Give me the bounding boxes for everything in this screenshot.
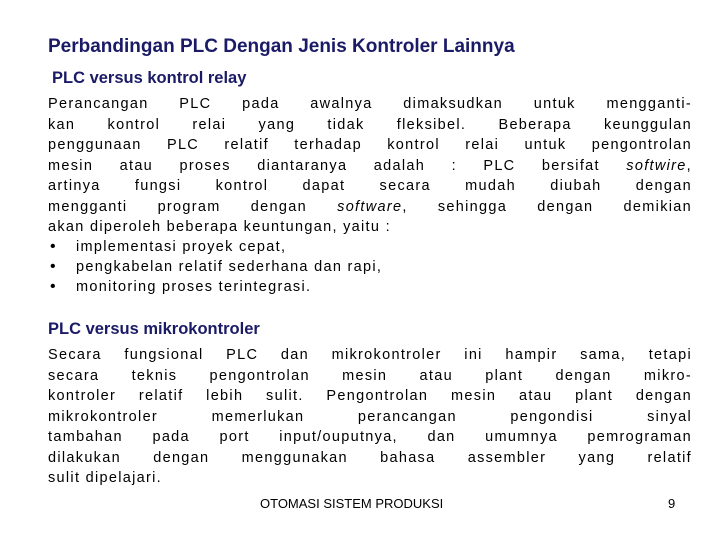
paragraph-line (48, 156, 692, 177)
paragraph-line: kan kontrol relai yang tidak fleksibel. Beberapa keunggulan (48, 116, 692, 133)
paragraph-line: sulit dipelajari. (48, 470, 162, 486)
paragraph-line: dilakukan dengan menggunakan bahasa assembler yang relatif (48, 449, 692, 466)
line-text: , sehingga dengan demikian (402, 198, 692, 215)
relay-paragraph (48, 94, 692, 238)
paragraph-line: penggunaan PLC relatif terhadap kontrol relai untuk pengontrolan (48, 137, 692, 153)
page-number: 9 (668, 496, 676, 511)
section-heading-microcontroller: PLC versus mikrokontroler (48, 320, 260, 338)
line-text: mesin atau proses diantaranya adalah : PLC bersifat (48, 157, 627, 174)
paragraph-line (48, 197, 692, 218)
footer-label: OTOMASI SISTEM PRODUKSI (260, 496, 444, 511)
paragraph-line: Perancangan PLC pada awalnya dimaksudkan untuk mengganti- (48, 96, 692, 112)
paragraph-line: Secara fungsional PLC dan mikrokontroler ini hampir sama, tetapi (48, 347, 692, 363)
list-item: • implementasi proyek cepat, (48, 237, 382, 257)
software-term: software (337, 198, 403, 215)
line-text: , (686, 157, 692, 174)
list-item: • monitoring proses terintegrasi. (48, 277, 382, 297)
paragraph-line: kontroler relatif lebih sulit. Pengontrolan mesin atau plant dengan (48, 388, 692, 404)
paragraph-line: tambahan pada port input/ouputnya, dan umumnya pemrograman (48, 429, 692, 445)
paragraph-line: akan diperoleh beberapa keuntungan, yaitu : (48, 219, 391, 235)
advantages-list (48, 237, 382, 297)
paragraph-line: mikrokontroler memerlukan perancangan pengondisi sinyal (48, 408, 692, 425)
line-text: mengganti program dengan (48, 198, 338, 215)
paragraph-line: secara teknis pengontrolan mesin atau plant dengan mikro- (48, 367, 692, 384)
section-heading-relay: PLC versus kontrol relay (52, 69, 247, 87)
softwire-term: softwire (626, 157, 687, 174)
microcontroller-paragraph (48, 345, 692, 489)
list-item: • pengkabelan relatif sederhana dan rapi, (48, 257, 382, 277)
paragraph-line: artinya fungsi kontrol dapat secara mudah diubah dengan (48, 178, 692, 194)
slide-title: Perbandingan PLC Dengan Jenis Kontroler Lainnya (48, 36, 515, 57)
